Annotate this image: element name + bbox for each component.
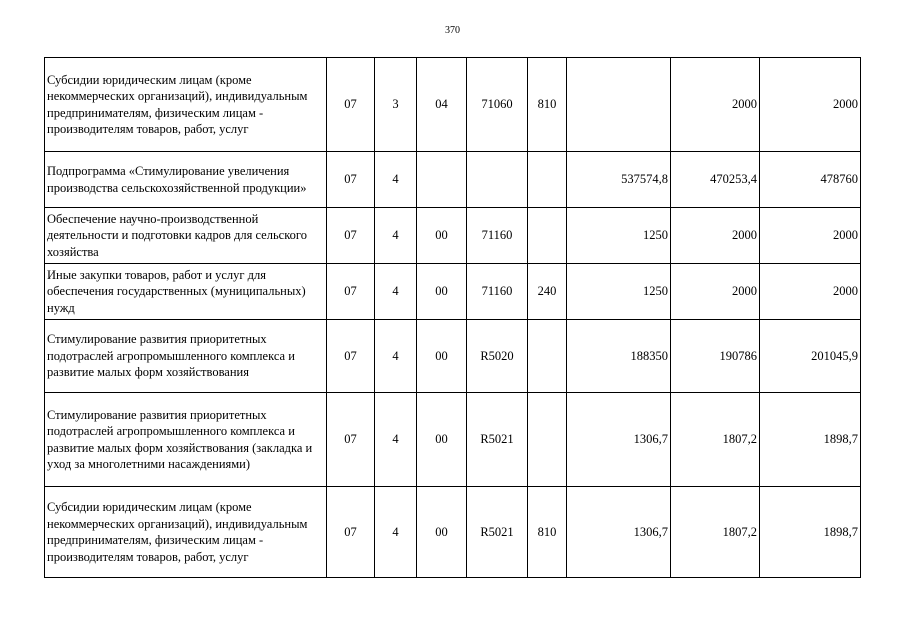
row-name: Стимулирование развития приоритетных подотраслей агропромышленного комплекса и развитие малых форм хозяйствования (закладка и уход за многолетними насаждениями) bbox=[45, 393, 327, 487]
amount-2: 1807,2 bbox=[671, 393, 760, 487]
section-code: 07 bbox=[327, 264, 375, 320]
amount-3: 1898,7 bbox=[760, 487, 861, 578]
subsection-code: 3 bbox=[375, 58, 417, 152]
table-row bbox=[45, 320, 861, 393]
program-code: 00 bbox=[417, 320, 467, 393]
expense-type-code: 240 bbox=[528, 264, 567, 320]
amount-2: 470253,4 bbox=[671, 152, 760, 208]
program-code: 00 bbox=[417, 393, 467, 487]
amount-3: 2000 bbox=[760, 264, 861, 320]
program-code: 00 bbox=[417, 208, 467, 264]
amount-2: 2000 bbox=[671, 58, 760, 152]
amount-2: 1807,2 bbox=[671, 487, 760, 578]
subsection-code: 4 bbox=[375, 320, 417, 393]
budget-table bbox=[44, 57, 861, 578]
expense-type-code bbox=[528, 320, 567, 393]
table-row bbox=[45, 152, 861, 208]
amount-1: 537574,8 bbox=[567, 152, 671, 208]
program-code: 00 bbox=[417, 264, 467, 320]
row-name: Обеспечение научно-производственной деятельности и подготовки кадров для сельского хозяйства bbox=[45, 208, 327, 264]
expense-type-code bbox=[528, 152, 567, 208]
amount-2: 2000 bbox=[671, 264, 760, 320]
row-name: Подпрограмма «Стимулирование увеличения производства сельскохозяйственной продукции» bbox=[45, 152, 327, 208]
amount-1 bbox=[567, 58, 671, 152]
table-row bbox=[45, 208, 861, 264]
row-name: Субсидии юридическим лицам (кроме некоммерческих организаций), индивидуальным предпринимателям, физическим лицам - производителям товаров, работ, услуг bbox=[45, 58, 327, 152]
amount-1: 1306,7 bbox=[567, 393, 671, 487]
subsection-code: 4 bbox=[375, 487, 417, 578]
direction-code: R5020 bbox=[467, 320, 528, 393]
direction-code bbox=[467, 152, 528, 208]
table-row bbox=[45, 264, 861, 320]
amount-3: 201045,9 bbox=[760, 320, 861, 393]
expense-type-code: 810 bbox=[528, 58, 567, 152]
direction-code: R5021 bbox=[467, 393, 528, 487]
subsection-code: 4 bbox=[375, 208, 417, 264]
section-code: 07 bbox=[327, 487, 375, 578]
page-number: 370 bbox=[445, 25, 460, 36]
subsection-code: 4 bbox=[375, 393, 417, 487]
amount-1: 188350 bbox=[567, 320, 671, 393]
direction-code: 71160 bbox=[467, 208, 528, 264]
section-code: 07 bbox=[327, 152, 375, 208]
amount-2: 2000 bbox=[671, 208, 760, 264]
subsection-code: 4 bbox=[375, 264, 417, 320]
table-row bbox=[45, 393, 861, 487]
amount-3: 478760 bbox=[760, 152, 861, 208]
section-code: 07 bbox=[327, 320, 375, 393]
table-row bbox=[45, 58, 861, 152]
row-name: Иные закупки товаров, работ и услуг для обеспечения государственных (муниципальных) нужд bbox=[45, 264, 327, 320]
expense-type-code bbox=[528, 393, 567, 487]
expense-type-code bbox=[528, 208, 567, 264]
subsection-code: 4 bbox=[375, 152, 417, 208]
amount-3: 2000 bbox=[760, 208, 861, 264]
table-row bbox=[45, 487, 861, 578]
program-code: 04 bbox=[417, 58, 467, 152]
amount-1: 1306,7 bbox=[567, 487, 671, 578]
section-code: 07 bbox=[327, 393, 375, 487]
row-name: Субсидии юридическим лицам (кроме некоммерческих организаций), индивидуальным предпринимателям, физическим лицам - производителям товаров, работ, услуг bbox=[45, 487, 327, 578]
amount-1: 1250 bbox=[567, 208, 671, 264]
row-name: Стимулирование развития приоритетных подотраслей агропромышленного комплекса и развитие малых форм хозяйствования bbox=[45, 320, 327, 393]
section-code: 07 bbox=[327, 208, 375, 264]
amount-3: 1898,7 bbox=[760, 393, 861, 487]
expense-type-code: 810 bbox=[528, 487, 567, 578]
direction-code: 71060 bbox=[467, 58, 528, 152]
direction-code: R5021 bbox=[467, 487, 528, 578]
section-code: 07 bbox=[327, 58, 375, 152]
amount-1: 1250 bbox=[567, 264, 671, 320]
amount-2: 190786 bbox=[671, 320, 760, 393]
program-code bbox=[417, 152, 467, 208]
program-code: 00 bbox=[417, 487, 467, 578]
direction-code: 71160 bbox=[467, 264, 528, 320]
amount-3: 2000 bbox=[760, 58, 861, 152]
